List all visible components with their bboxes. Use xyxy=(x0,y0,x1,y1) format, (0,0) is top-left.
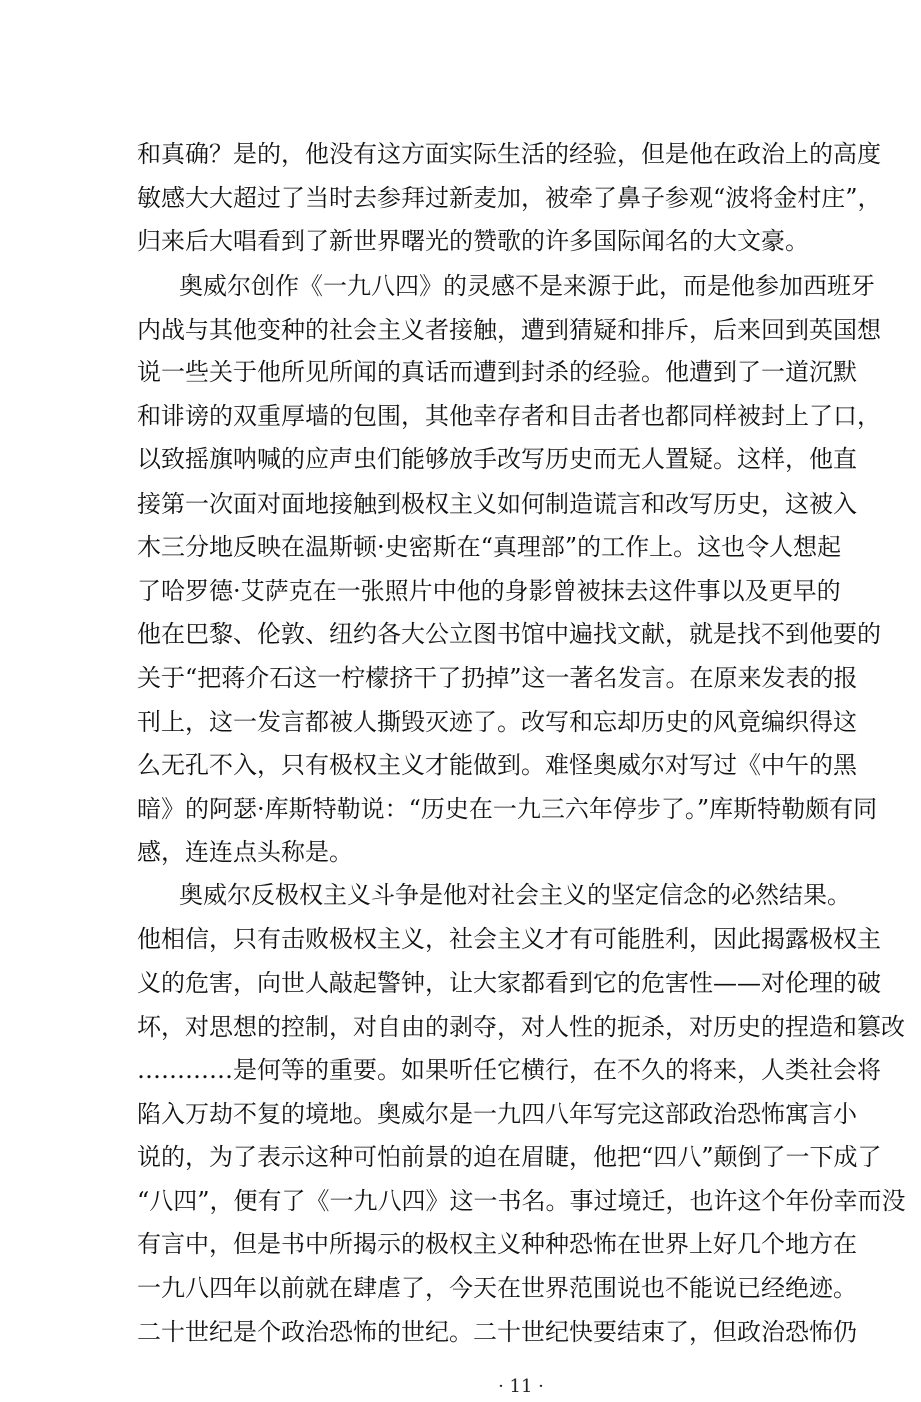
text-line: 陷入万劫不复的境地。奥威尔是一九四八年写完这部政治恐怖寓言小 xyxy=(137,1100,857,1128)
text-line: 刊上，这一发言都被人撕毁灭迹了。改写和忘却历史的风竟编织得这 xyxy=(137,708,857,736)
page-number: · 11 · xyxy=(498,1376,544,1397)
text-line: 归来后大唱看到了新世界曙光的赞歌的许多国际闻名的大文豪。 xyxy=(137,227,809,255)
text-line: 么无孔不入，只有极权主义才能做到。难怪奥威尔对写过《中午的黑 xyxy=(137,751,857,779)
text-line: 和真确？是的，他没有这方面实际生活的经验，但是他在政治上的高度 xyxy=(137,140,881,168)
text-line: 坏，对思想的控制，对自由的剥夺，对人性的扼杀，对历史的捏造和篡改 xyxy=(137,1013,905,1041)
text-line: 他在巴黎、伦敦、纽约各大公立图书馆中遍找文献，就是找不到他要的 xyxy=(137,620,881,648)
paragraph-first-line: 奥威尔创作《一九八四》的灵感不是来源于此，而是他参加西班牙 xyxy=(179,272,875,300)
text-line: 内战与其他变种的社会主义者接触，遭到猜疑和排斥，后来回到英国想 xyxy=(137,316,881,344)
text-line: “八四”，便有了《一九八四》这一书名。事过境迁，也许这个年份幸而没 xyxy=(137,1187,906,1215)
text-line: …………是何等的重要。如果听任它横行，在不久的将来，人类社会将 xyxy=(137,1056,881,1084)
text-line: 关于“把蒋介石这一柠檬挤干了扔掉”这一著名发言。在原来发表的报 xyxy=(137,664,858,692)
text-line: 感，连连点头称是。 xyxy=(137,838,353,866)
text-line: 了哈罗德·艾萨克在一张照片中他的身影曾被抹去这件事以及更早的 xyxy=(137,577,841,605)
text-line: 接第一次面对面地接触到极权主义如何制造谎言和改写历史，这被入 xyxy=(137,490,857,518)
text-line: 木三分地反映在温斯顿·史密斯在“真理部”的工作上。这也令人想起 xyxy=(137,533,842,561)
text-line: 义的危害，向世人敲起警钟，让大家都看到它的危害性——对伦理的破 xyxy=(137,969,881,997)
text-line: 敏感大大超过了当时去参拜过新麦加，被牵了鼻子参观“波将金村庄”， xyxy=(137,184,882,212)
text-line: 有言中，但是书中所揭示的极权主义种种恐怖在世界上好几个地方在 xyxy=(137,1230,857,1258)
text-line: 他相信，只有击败极权主义，社会主义才有可能胜利，因此揭露极权主 xyxy=(137,925,881,953)
text-line: 暗》的阿瑟·库斯特勒说：“历史在一九三六年停步了。”库斯特勒颇有同 xyxy=(137,795,878,823)
paragraph-first-line: 奥威尔反极权主义斗争是他对社会主义的坚定信念的必然结果。 xyxy=(179,881,851,909)
text-line: 以致摇旗呐喊的应声虫们能够放手改写历史而无人置疑。这样，他直 xyxy=(137,445,857,473)
text-line: 和诽谤的双重厚墙的包围，其他幸存者和目击者也都同样被封上了口， xyxy=(137,402,881,430)
text-line: 一九八四年以前就在肆虐了，今天在世界范围说也不能说已经绝迹。 xyxy=(137,1274,857,1302)
text-line: 二十世纪是个政治恐怖的世纪。二十世纪快要结束了，但政治恐怖仍 xyxy=(137,1318,857,1346)
text-line: 说的，为了表示这种可怕前景的迫在眉睫，他把“四八”颠倒了一下成了 xyxy=(137,1143,882,1171)
text-line: 说一些关于他所见所闻的真话而遭到封杀的经验。他遭到了一道沉默 xyxy=(137,358,857,386)
